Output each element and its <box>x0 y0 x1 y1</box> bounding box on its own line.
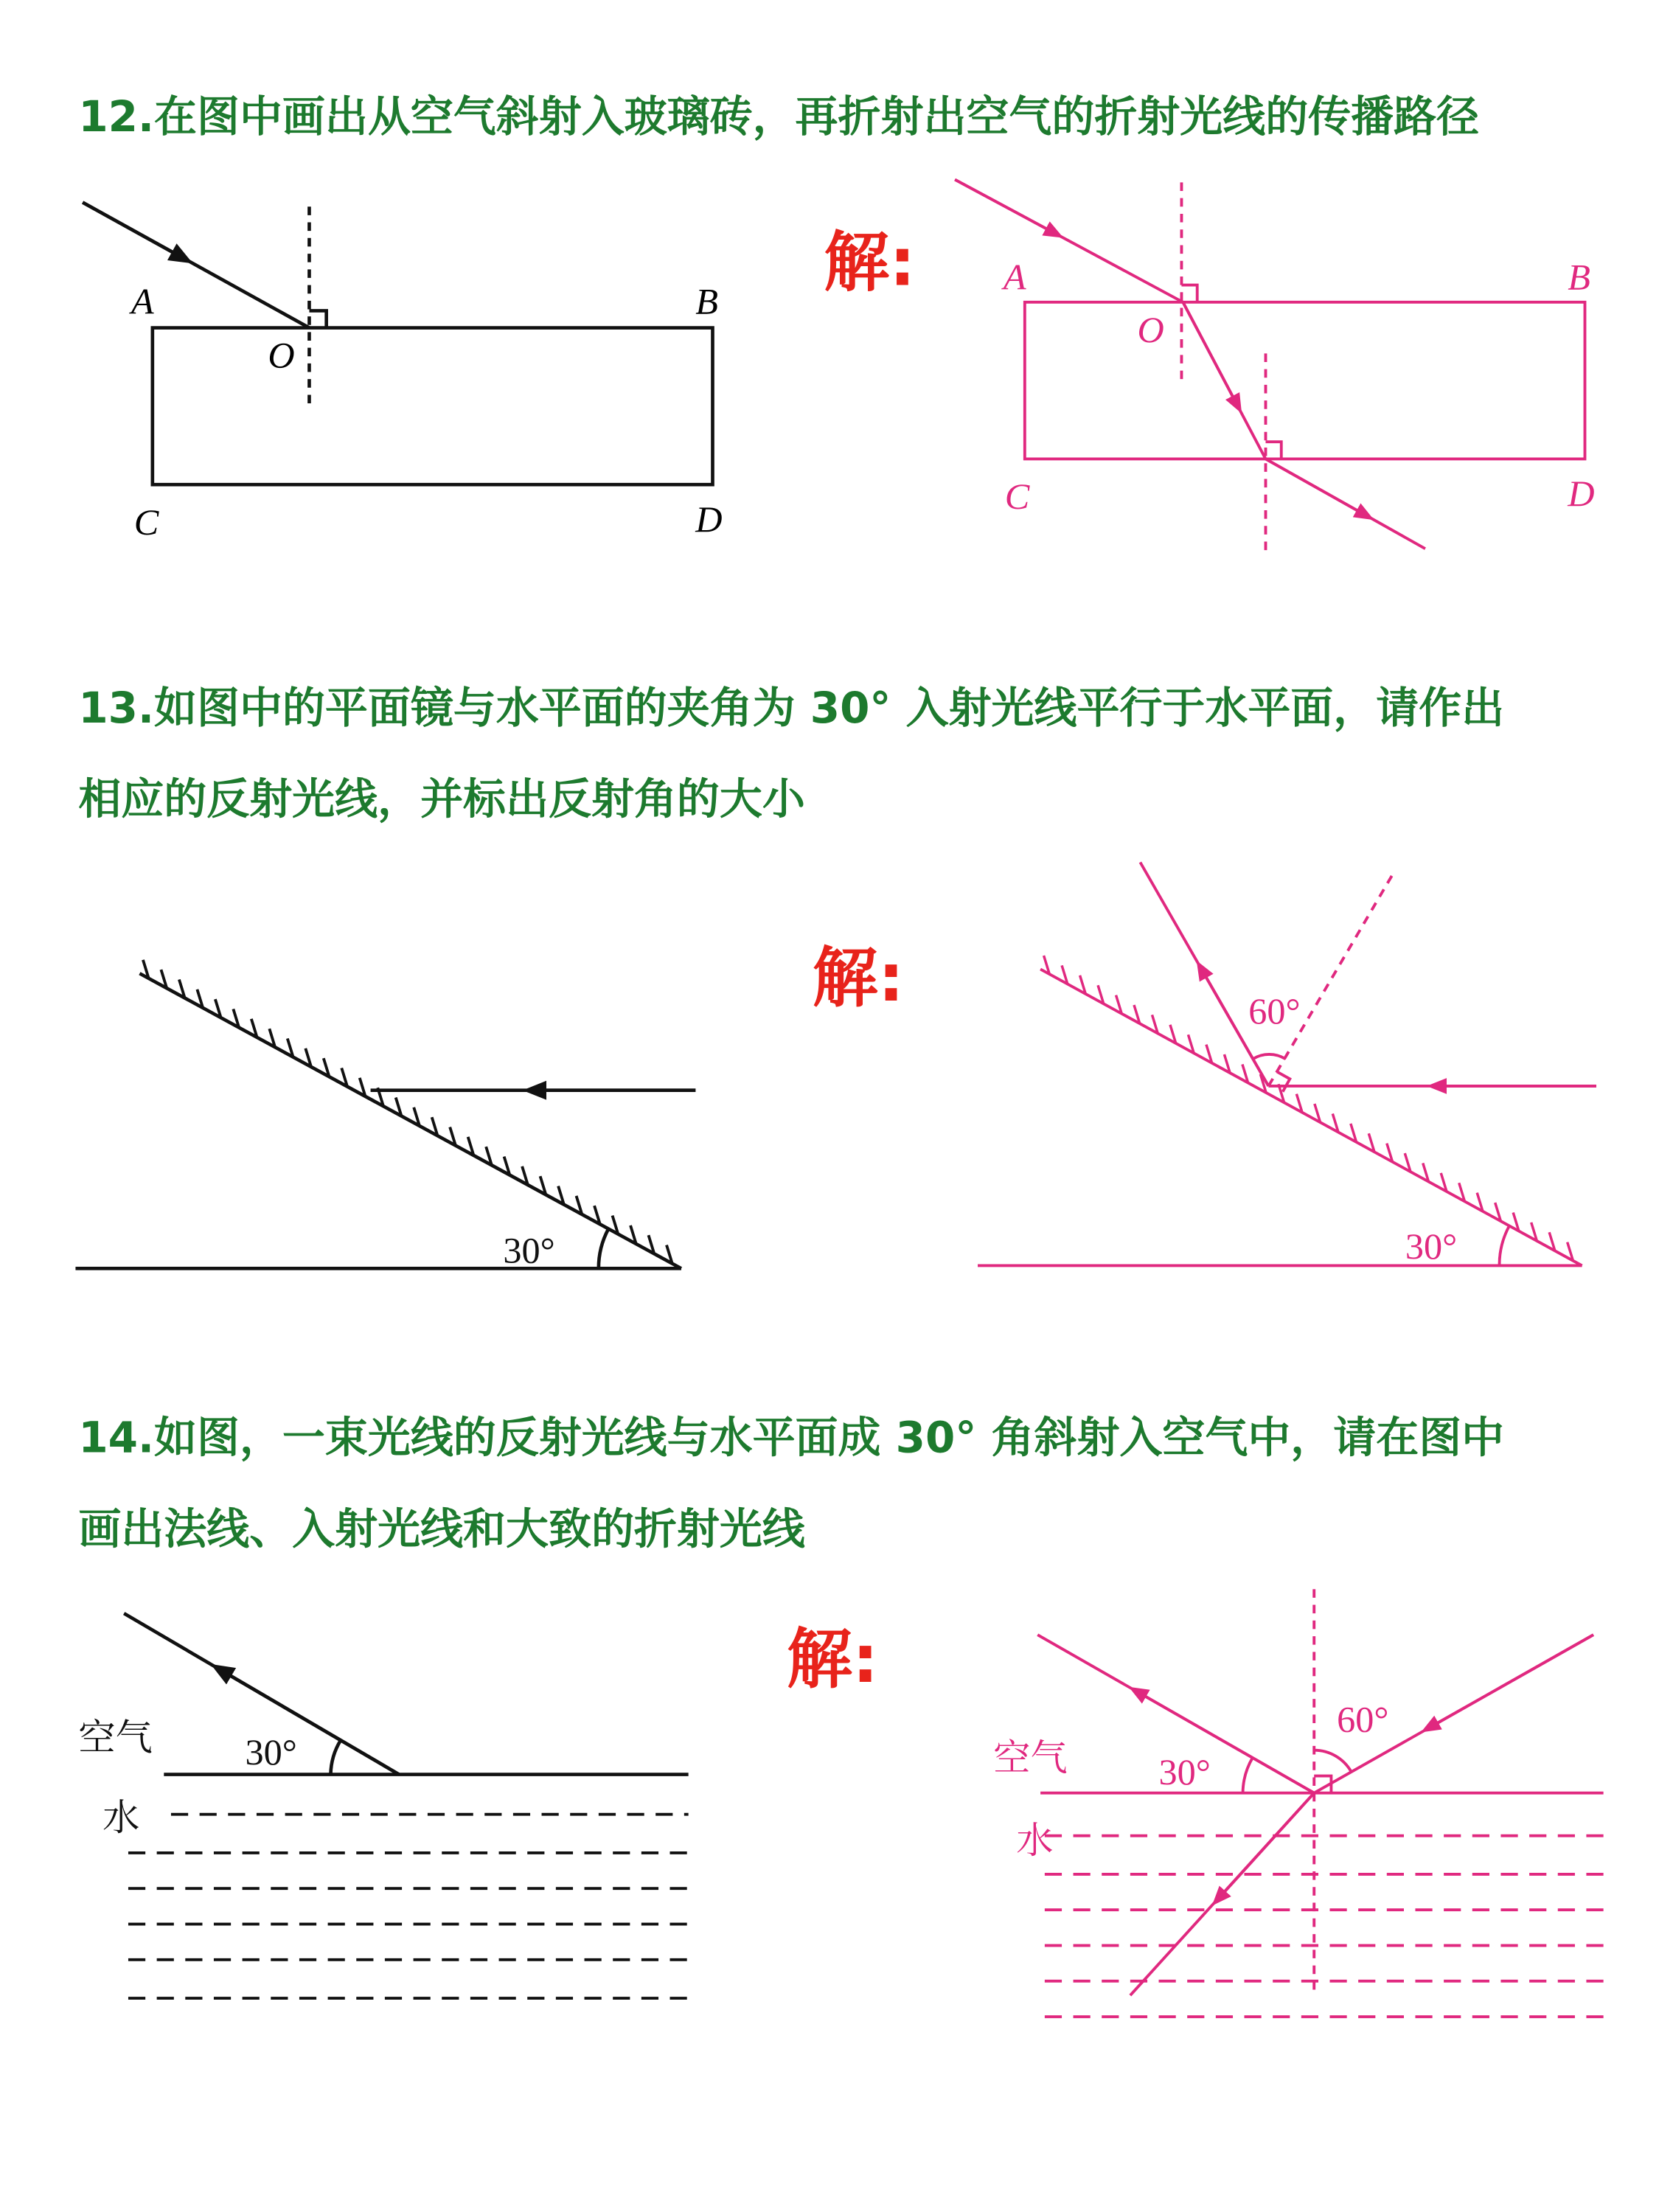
mirror-hatching <box>143 960 672 1264</box>
glass-block <box>153 328 713 485</box>
angle-label-60: 60° <box>1248 990 1301 1032</box>
label-b: B <box>695 280 719 322</box>
angle-arc <box>1314 1750 1351 1772</box>
label-d: D <box>1568 473 1595 515</box>
question-14-title: 14.如图，一束光线的反射光线与水平面成 30° 角斜射入空气中，请在图中 <box>78 1412 1505 1463</box>
ray-arrow-icon <box>83 202 182 257</box>
water-dashes <box>1045 1836 1604 2017</box>
q12-given-figure <box>83 202 722 542</box>
label-a: A <box>131 280 154 322</box>
label-c: C <box>1004 476 1030 518</box>
angle-label-30: 30° <box>503 1229 555 1271</box>
right-angle-icon <box>309 310 326 327</box>
answer-label: 解: <box>787 1620 879 1697</box>
ray-arrow-icon <box>1265 459 1365 515</box>
mirror-hatching <box>1044 956 1573 1261</box>
normal-line <box>1268 872 1394 1086</box>
angle-label-60: 60° <box>1337 1698 1389 1740</box>
question-14-title-line2: 画出法线、入射光线和大致的折射光线 <box>78 1503 805 1554</box>
glass-block <box>1025 302 1585 459</box>
label-o: O <box>268 334 295 376</box>
label-a: A <box>1003 256 1026 298</box>
answer-label: 解: <box>824 223 916 301</box>
ray-arrow-icon <box>1183 302 1237 405</box>
angle-arc <box>330 1740 341 1774</box>
label-air: 空气 <box>78 1715 153 1759</box>
label-b: B <box>1568 256 1590 298</box>
q14-answer-figure <box>993 1589 1603 2017</box>
water-dashes <box>128 1815 689 1998</box>
angle-label-30: 30° <box>1158 1751 1211 1793</box>
q13-given-figure <box>75 960 695 1271</box>
label-water: 水 <box>102 1795 140 1839</box>
angle-arc <box>1500 1225 1510 1265</box>
ray-arrow-icon <box>955 180 1054 234</box>
angle-label-30: 30° <box>245 1731 297 1773</box>
angle-label-30: 30° <box>1405 1225 1458 1267</box>
right-angle-icon <box>1265 442 1281 459</box>
question-13-title: 13.如图中的平面镜与水平面的夹角为 30° 入射光线平行于水平面，请作出 <box>78 683 1505 734</box>
angle-arc <box>599 1228 609 1268</box>
question-12-title: 12.在图中画出从空气斜射入玻璃砖，再折射出空气的折射光线的传播路径 <box>78 91 1480 142</box>
label-d: D <box>695 498 723 540</box>
ray-arrow-icon <box>1430 1635 1593 1728</box>
ray-arrow-icon <box>1219 1793 1315 1899</box>
angle-arc <box>1243 1757 1253 1792</box>
answer-label: 解: <box>812 939 905 1016</box>
label-water: 水 <box>1016 1818 1054 1862</box>
question-13-title-line2: 相应的反射光线，并标出反射角的大小 <box>78 773 805 824</box>
label-o: O <box>1137 308 1164 350</box>
angle-arc <box>1253 1054 1285 1059</box>
q13-answer-figure <box>978 862 1596 1266</box>
q14-given-figure <box>78 1613 688 1998</box>
q12-answer-figure <box>955 180 1594 553</box>
label-c: C <box>133 501 159 543</box>
right-angle-icon <box>1181 285 1197 302</box>
label-air: 空气 <box>993 1735 1068 1779</box>
